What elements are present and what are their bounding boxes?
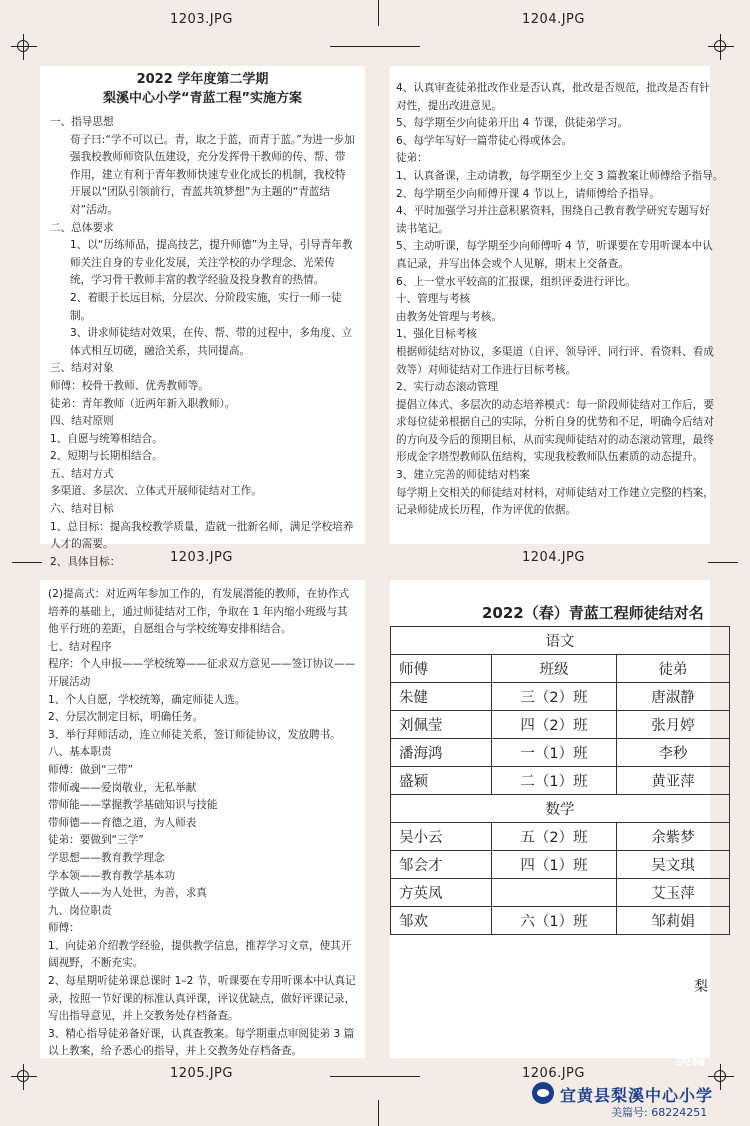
- text-line: 徒弟：青年教师（近两年新入职教师）。: [50, 397, 236, 410]
- column-header-class: 班级: [492, 655, 617, 683]
- text-line: 带师能——掌握教学基础知识与技能: [48, 799, 218, 812]
- text-line: 记录师徒成长历程，作为评优的依据。: [396, 504, 577, 517]
- table-row: [391, 851, 730, 879]
- text-line: 4、平时加强学习并注意积累资料，围绕自己教育教学研究专题写好: [396, 205, 710, 218]
- text-line: 5、每学期至少向徒弟开出 4 节课，供徒弟学习。: [396, 117, 629, 130]
- text-line: (2)提高式：对近两年参加工作的，有发展潜能的教师，在协作式培养的基础上，通过师徒结对工作，争取在 1 年内缩小班级与其他平行班的差距，自愿组合与学校统筹安排相结合。: [48, 588, 350, 636]
- text-line: 1、个人自愿，学校统筹，确定师徒人选。: [48, 693, 246, 706]
- text-line: 师傅：: [48, 922, 80, 935]
- subject-header-math: 数学: [391, 795, 730, 823]
- text-line: 3、举行拜师活动，连立师徒关系，签订师徒协议，发放聘书。: [48, 728, 341, 741]
- table-row: [391, 823, 730, 851]
- text-line: 一、指导思想: [50, 116, 114, 128]
- text-line: 学本领——教育教学基本功: [48, 869, 176, 882]
- text-line: 6、每学年写好一篇带徒心得或体会。: [396, 134, 573, 147]
- class-cell: 一（1）班: [492, 739, 617, 767]
- apprentice-cell: 黄亚萍: [617, 767, 730, 795]
- text-line: 徒弟：: [396, 152, 428, 165]
- class-cell: 六（1）班: [492, 907, 617, 935]
- mentor-cell: 盛颖: [391, 767, 492, 795]
- class-cell: [492, 879, 617, 907]
- mentor-cell: 吴小云: [391, 823, 492, 851]
- text-line: 1、以“历练师品，提高技艺，提升师德”为主导，引导青年教师关注自身的专业化发展，关注学校的办学理念、光荣传统，学习骨干教师丰富的教学经验及投身教育的热情。: [70, 239, 353, 287]
- text-line: 九、岗位职责: [48, 904, 112, 917]
- text-line: 6、上一堂水平较高的汇报课，组织评委进行评比。: [396, 275, 636, 288]
- apprentice-cell: 邹莉娟: [617, 907, 730, 935]
- registration-mark: [11, 1064, 37, 1090]
- apprentice-cell: 艾玉萍: [617, 879, 730, 907]
- table-row: [391, 767, 730, 795]
- text-line: 三、结对对象: [50, 362, 114, 375]
- file-label-1204-top: 1204.JPG: [522, 12, 585, 27]
- class-cell: 二（1）班: [492, 767, 617, 795]
- file-label-1205: 1205.JPG: [170, 1066, 233, 1081]
- text-line: 带师德——育德之道，为人师表: [48, 816, 197, 829]
- text-line: 学思想——教育教学理念: [48, 851, 165, 864]
- mentor-cell: 邹会才: [391, 851, 492, 879]
- file-label-1203-mid: 1203.JPG: [170, 550, 233, 565]
- text-line: 1、总目标：提高我校教学质量，造就一批新名师，满足学校培养人才的需要。: [50, 520, 354, 551]
- file-label-1203-top: 1203.JPG: [170, 12, 233, 27]
- mentor-cell: 刘佩莹: [391, 711, 492, 739]
- table-row: [391, 683, 730, 711]
- text-line: 程序：个人申报——学校统筹——征求双方意见——签订协议——开展活动: [48, 658, 356, 688]
- brand-watermark: 宜黄县梨溪中心小学: [560, 1086, 714, 1105]
- text-line: 形成金字塔型教师队伍结构，实现我校教师队伍素质的动态提升。: [396, 451, 704, 464]
- text-line: 3、讲求师徒结对效果，在传、帮、带的过程中，多角度、立体式相互切磋，融洽关系，共同提高。: [70, 327, 353, 357]
- table-row: [391, 739, 730, 767]
- document-page-1204: [390, 66, 724, 544]
- text-line: 学做人——为人处世，为善，求真: [48, 887, 207, 900]
- document-page-1205: [40, 580, 365, 1058]
- text-line: 2、每学期至少向师傅开课 4 节以上，请师傅给予指导。: [396, 187, 660, 200]
- text-line: 带师魂——爱岗敬业，无私举献: [48, 781, 197, 794]
- column-header-mentor: 师傅: [391, 655, 492, 683]
- registration-mark: [11, 34, 37, 60]
- subject-header-chinese: 语文: [391, 627, 730, 655]
- file-label-1206: 1206.JPG: [522, 1066, 585, 1081]
- text-line: 二、总体要求: [50, 221, 114, 234]
- registration-mark: [708, 34, 734, 60]
- text-line: 对性，提出改进意见。: [396, 99, 502, 112]
- crop-line: [378, 1100, 379, 1126]
- text-line: 真记录，并写出体会或个人见解，期末上交备查。: [396, 257, 630, 270]
- text-line: 七、结对程序: [48, 640, 112, 653]
- pairing-table: [390, 626, 730, 935]
- text-line: 四、结对原则: [50, 415, 114, 428]
- doc-title-line2: 梨溪中心小学“青蓝工程”实施方案: [102, 91, 303, 106]
- crop-line: [708, 562, 738, 563]
- file-label-1204-mid: 1204.JPG: [522, 550, 585, 565]
- text-line: 2、具体目标：: [50, 555, 121, 568]
- class-cell: 五（2）班: [492, 823, 617, 851]
- table-row: [391, 879, 730, 907]
- text-line: 八、基本职责: [48, 746, 112, 759]
- crop-line: [12, 562, 42, 563]
- class-cell: 四（1）班: [492, 851, 617, 879]
- apprentice-cell: 唐淑静: [617, 683, 730, 711]
- text-line: 求每位徒弟根据自己的实际，分析自身的优势和不足，明确今后结对: [396, 416, 714, 429]
- text-line: 2、每星期听徒弟课总课时 1–2 节，听课要在专用听课本中认真记录，按照一节好课的标准认真评课，评议优缺点，做好评课记录，写出指导意见，并上交教务处存档备查。: [48, 975, 356, 1023]
- text-line: 读书笔记。: [396, 222, 449, 235]
- text-line: 五、结对方式: [50, 467, 114, 480]
- text-line: 3、精心指导徒弟备好课，认真查教案。每学期重点审阅徒弟 3 篇以上教案，给予悉心的指导，并上交教务处存档备查。: [48, 1027, 355, 1058]
- doc-title-line1: 2022 学年度第二学期: [136, 72, 269, 87]
- text-line: 2、着眼于长远目标，分层次、分阶段实施，实行一师一徒制。: [70, 291, 342, 322]
- text-line: 的方向及今后的预期目标，从而实现师徒结对的动态滚动管理，最终: [396, 433, 714, 446]
- table-row: [391, 907, 730, 935]
- text-line: 每学期上交相关的师徒结对材料，对师徒结对工作建立完整的档案，: [396, 486, 714, 499]
- crop-line: [378, 0, 379, 26]
- text-line: 师傅：校骨干教师、优秀教师等。: [50, 379, 209, 392]
- text-line: 2、实行动态滚动管理: [396, 381, 499, 394]
- crop-line: [330, 1076, 420, 1077]
- text-line: 由教务处管理与考核。: [396, 310, 502, 323]
- apprentice-cell: 李秒: [617, 739, 730, 767]
- document-page-1206: [390, 580, 710, 1058]
- text-line: 1、向徒弟介绍教学经验，提供教学信息，推荐学习文章，使其开阔视野，不断充实。: [48, 939, 352, 970]
- text-line: 4、认真审查徒弟批改作业是否认真，批改是否规范，批改是否有针: [396, 82, 710, 94]
- text-line: 徒弟：要做到“三学”: [48, 834, 144, 847]
- mentor-cell: 邹欢: [391, 907, 492, 935]
- pairing-table-title: 2022（春）青蓝工程师徒结对名: [482, 604, 704, 622]
- text-line: 六、结对目标: [50, 503, 114, 516]
- class-cell: 三（2）班: [492, 683, 617, 711]
- wechat-icon: [532, 1082, 554, 1104]
- mentor-cell: 朱健: [391, 683, 492, 711]
- apprentice-cell: 张月婷: [617, 711, 730, 739]
- table-row: [391, 711, 730, 739]
- class-cell: 四（2）班: [492, 711, 617, 739]
- text-line: 师傅：做到“三带”: [48, 763, 134, 776]
- text-line: 1、自愿与统筹相结合。: [50, 432, 163, 445]
- mentor-cell: 方英凤: [391, 879, 492, 907]
- mentor-cell: 潘海鸿: [391, 739, 492, 767]
- text-line: 十、管理与考核: [396, 293, 471, 306]
- text-line: 荀子曰:“学不可以已。青，取之于蓝，而青于蓝。”为进一步加强我校教师师资队伍建设，充分发挥骨干教师的传、帮、带作用，建立有利于青年教师快速专业化成长的机制，我校特开展以“团队引领前行，青蓝共筑梦想”为主题的“青蓝结对”活动。: [70, 133, 355, 216]
- text-line: 效等）对师徒结对工作进行目标考核。: [396, 363, 577, 376]
- text-line: 1、认真备课，主动请教，每学期至少上交 3 篇教案让师傅给予指导。: [396, 169, 724, 182]
- brand-id: 美篇号: 68224251: [611, 1106, 708, 1119]
- text-line: 5、主动听课，每学期至少向师傅听 4 节，听课要在专用听课本中认: [396, 240, 713, 253]
- text-line: 1、强化目标考核: [396, 328, 477, 341]
- text-line: 多渠道、多层次、立体式开展师徒结对工作。: [50, 485, 262, 498]
- text-line: 3、建立完善的师徒结对档案: [396, 469, 530, 482]
- apprentice-cell: 吴文琪: [617, 851, 730, 879]
- text-line: 2、分层次制定目标，明确任务。: [48, 711, 204, 724]
- text-line: 提倡立体式、多层次的动态培养模式：每一阶段师徒结对工作后，要: [396, 398, 714, 411]
- column-header-apprentice: 徒弟: [617, 655, 730, 683]
- text-line: 2、短期与长期相结合。: [50, 450, 163, 463]
- apprentice-cell: 余紫梦: [617, 823, 730, 851]
- meipian-watermark: 美篇: [676, 1050, 707, 1068]
- signature-fragment: 梨: [694, 979, 708, 995]
- text-line: 根据师徒结对协议，多渠道（自评、领导评、同行评、看资料、看成: [396, 345, 714, 358]
- crop-line: [330, 46, 420, 47]
